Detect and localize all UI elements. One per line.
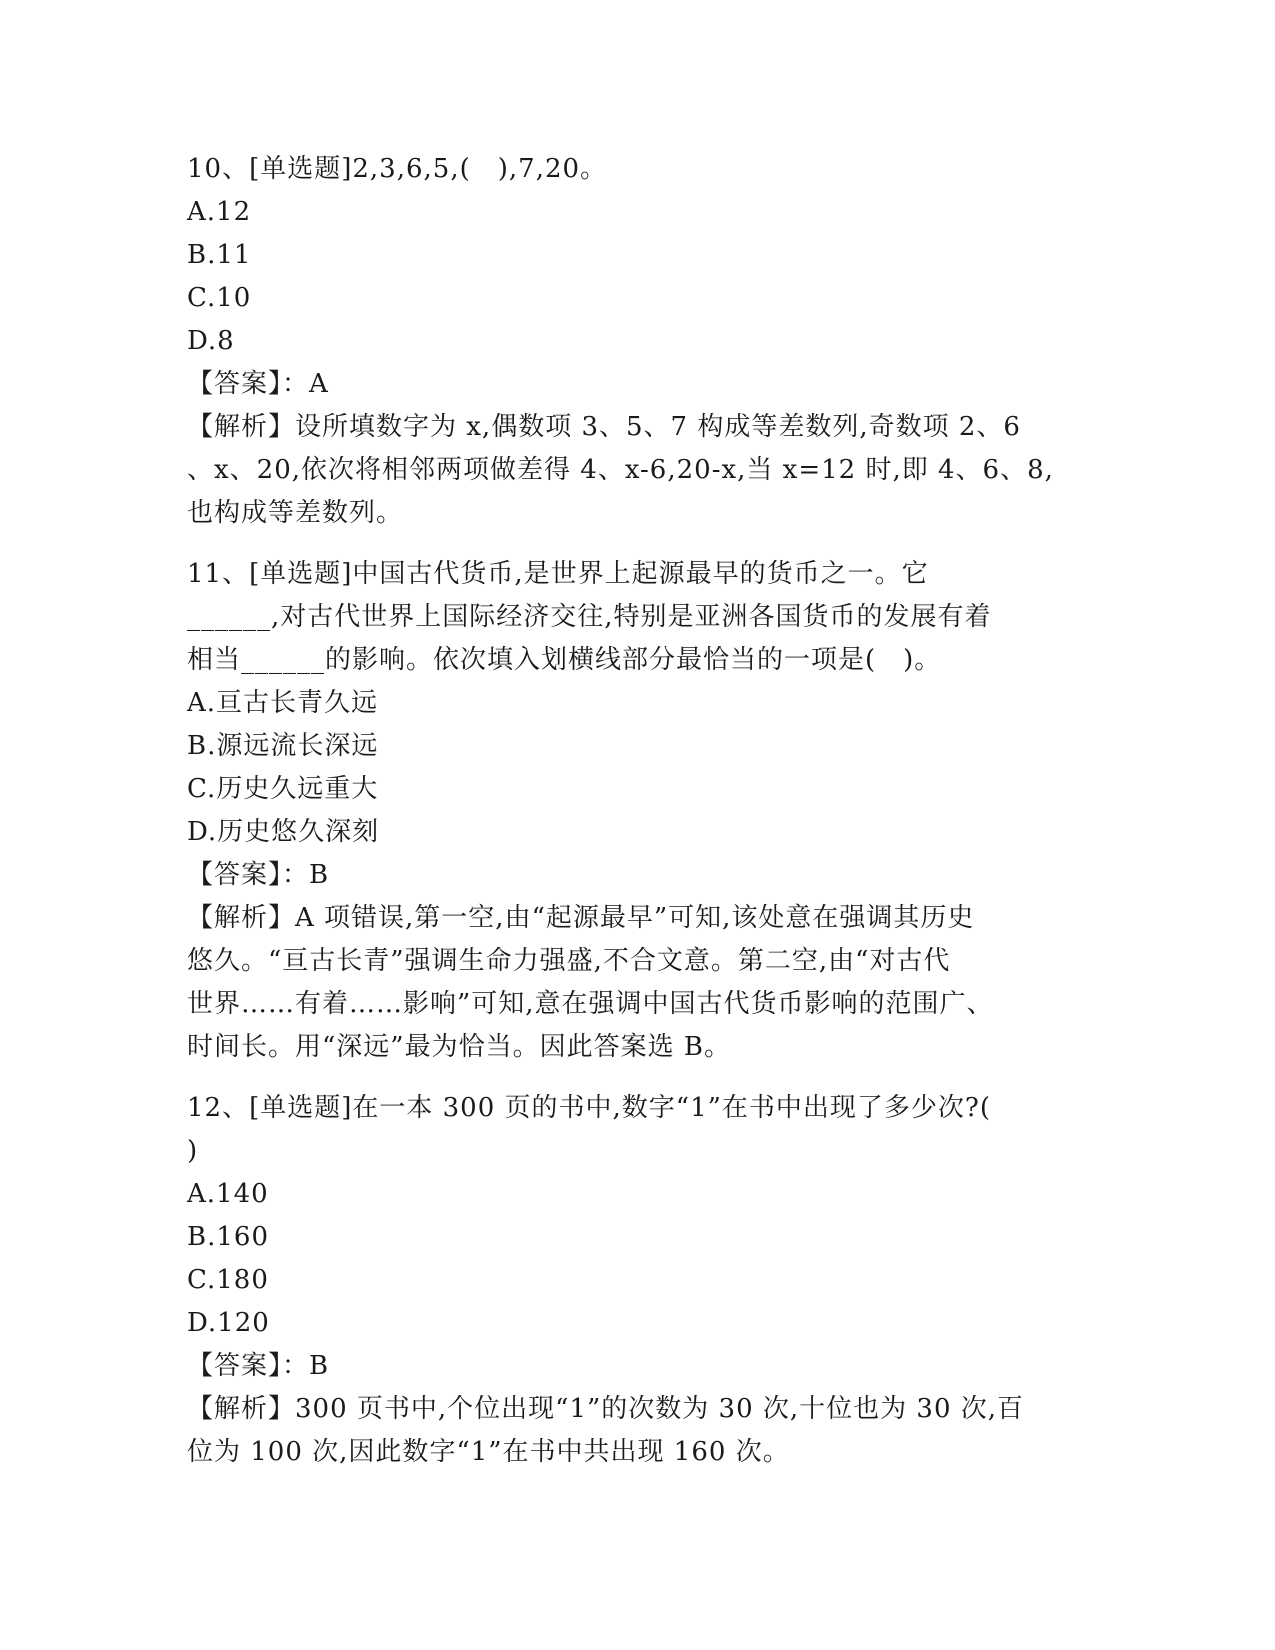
answer-line: 【答案】：B xyxy=(187,1351,330,1381)
question-stem-line: ) xyxy=(187,1136,199,1166)
question-stem-line: 11、[单选题]中国古代货币,是世界上起源最早的货币之一。它 xyxy=(187,559,929,589)
analysis-line: 悠久。“亘古长青”强调生命力强盛,不合文意。第二空,由“对古代 xyxy=(187,946,951,976)
option-b: B.源远流长深远 xyxy=(187,731,379,761)
option-b: B.160 xyxy=(187,1222,269,1252)
option-a: A.12 xyxy=(187,197,252,227)
analysis-line: 世界……有着……影响”可知,意在强调中国古代货币影响的范围广、 xyxy=(187,989,994,1019)
option-c: C.10 xyxy=(187,283,252,313)
question-11 xyxy=(187,553,1087,1069)
option-a: A.亘古长青久远 xyxy=(187,688,379,718)
analysis-line: 位为 100 次,因此数字“1”在书中共出现 160 次。 xyxy=(187,1437,790,1467)
analysis-line: 【解析】设所填数字为 x,偶数项 3、5、7 构成等差数列,奇数项 2、6 xyxy=(187,412,1021,442)
question-12 xyxy=(187,1087,1087,1474)
option-d: D.120 xyxy=(187,1308,270,1338)
option-d: D.8 xyxy=(187,326,235,356)
analysis-line: 也构成等差数列。 xyxy=(187,498,404,528)
option-c: C.历史久远重大 xyxy=(187,774,379,804)
question-10 xyxy=(187,148,1087,535)
question-stem-line: 10、[单选题]2,3,6,5,( ),7,20。 xyxy=(187,154,608,184)
question-stem-line: ______,对古代世界上国际经济交往,特别是亚洲各国货币的发展有着 xyxy=(187,602,992,632)
analysis-line: 【解析】300 页书中,个位出现“1”的次数为 30 次,十位也为 30 次,百 xyxy=(187,1394,1025,1424)
option-b: B.11 xyxy=(187,240,252,270)
answer-line: 【答案】：B xyxy=(187,860,330,890)
question-stem-line: 相当______的影响。依次填入划横线部分最恰当的一项是( )。 xyxy=(187,645,942,675)
analysis-line: 时间长。用“深远”最为恰当。因此答案选 B。 xyxy=(187,1032,731,1062)
analysis-line: 【解析】A 项错误,第一空,由“起源最早”可知,该处意在强调其历史 xyxy=(187,903,975,933)
question-stem-line: 12、[单选题]在一本 300 页的书中,数字“1”在书中出现了多少次?( xyxy=(187,1093,992,1123)
analysis-line: 、x、20,依次将相邻两项做差得 4、x-6,20-x,当 x=12 时,即 4、6、8, xyxy=(187,455,1054,485)
question-list xyxy=(187,148,1087,1474)
option-a: A.140 xyxy=(187,1179,269,1209)
option-d: D.历史悠久深刻 xyxy=(187,817,380,847)
option-c: C.180 xyxy=(187,1265,269,1295)
answer-line: 【答案】：A xyxy=(187,369,329,399)
